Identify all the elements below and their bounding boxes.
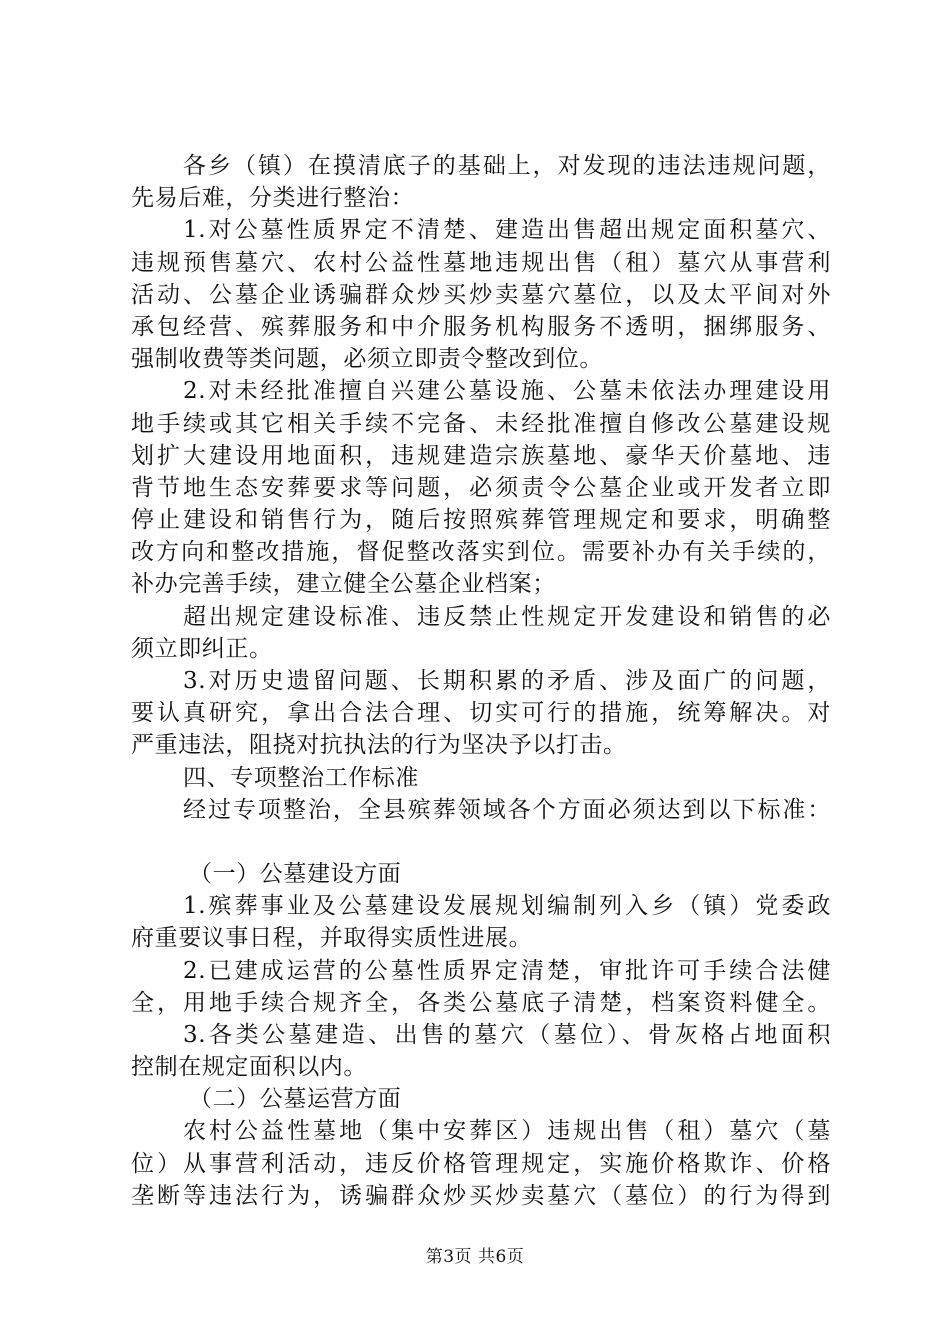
paragraph-line: 2.已建成运营的公墓性质界定清楚，审批许可手续合法健 [183,957,831,984]
subsection-heading: （二）公墓运营方面 [189,1086,402,1113]
paragraph-line: 农村公益性墓地（集中安葬区）违规出售（租）墓穴（墓 [183,1118,831,1145]
paragraph-line: 地手续或其它相关手续不完备、未经批准擅自修改公墓建设规 [131,410,831,437]
paragraph-line: 强制收费等类问题，必须立即责令整改到位。 [131,346,603,373]
paragraph-line: 背节地生态安葬要求等问题，必须责令公墓企业或开发者立即 [131,474,831,501]
paragraph-line: 垄断等违法行为，诱骗群众炒买炒卖墓穴（墓位）的行为得到 [131,1182,831,1209]
blank-line [131,826,831,858]
paragraph-line: 要认真研究，拿出合法合理、切实可行的措施，统筹解决。对 [131,700,831,727]
paragraph-line: 先易后难，分类进行整治： [131,185,415,212]
paragraph-line: 活动、公墓企业诱骗群众炒买炒卖墓穴墓位，以及太平间对外 [131,281,831,308]
paragraph-line: 全，用地手续合规齐全，各类公墓底子清楚，档案资料健全。 [131,989,831,1016]
paragraph-line: 3.对历史遗留问题、长期积累的矛盾、涉及面广的问题， [183,668,831,694]
paragraph-line: 各乡（镇）在摸清底子的基础上，对发现的违法违规问题， [183,153,831,179]
paragraph-line: 改方向和整改措施，督促整改落实到位。需要补办有关手续的， [131,539,831,566]
paragraph-line: 划扩大建设用地面积，违规建造宗族墓地、豪华天价墓地、违 [131,442,831,469]
paragraph-line: 1.对公墓性质界定不清楚、建造出售超出规定面积墓穴、 [183,217,831,244]
paragraph-line: 承包经营、殡葬服务和中介服务机构服务不透明，捆绑服务、 [131,313,831,340]
document-body [131,150,831,1212]
paragraph-line: 经过专项整治，全县殡葬领域各个方面必须达到以下标准： [183,796,831,823]
paragraph-line: 位）从事营利活动，违反价格管理规定，实施价格欺诈、价格 [131,1150,831,1177]
paragraph-line: 1.殡葬事业及公墓建设发展规划编制列入乡（镇）党委政 [183,893,831,920]
subsection-heading: （一）公墓建设方面 [189,860,402,887]
page-number-footer: 第3页 共6页 [425,1247,525,1267]
paragraph-line: 补办完善手续，建立健全公墓企业档案； [131,571,556,598]
paragraph-line: 违规预售墓穴、农村公益性墓地违规出售（租）墓穴从事营利 [131,249,831,276]
paragraph-line: 控制在规定面积以内。 [131,1054,367,1081]
paragraph-line: 停止建设和销售行为，随后按照殡葬管理规定和要求，明确整 [131,507,831,534]
paragraph-line: 府重要议事日程，并取得实质性进展。 [131,925,533,952]
paragraph-line: 3.各类公墓建造、出售的墓穴（墓位）、骨灰格占地面积 [183,1021,831,1048]
section-heading: 四、专项整治工作标准 [183,764,419,791]
paragraph-line: 须立即纠正。 [131,635,273,662]
paragraph-line: 严重违法，阻挠对抗执法的行为坚决予以打击。 [131,732,627,759]
paragraph-line: 2.对未经批准擅自兴建公墓设施、公墓未依法办理建设用 [183,378,831,405]
paragraph-line: 超出规定建设标准、违反禁止性规定开发建设和销售的必 [183,603,831,630]
